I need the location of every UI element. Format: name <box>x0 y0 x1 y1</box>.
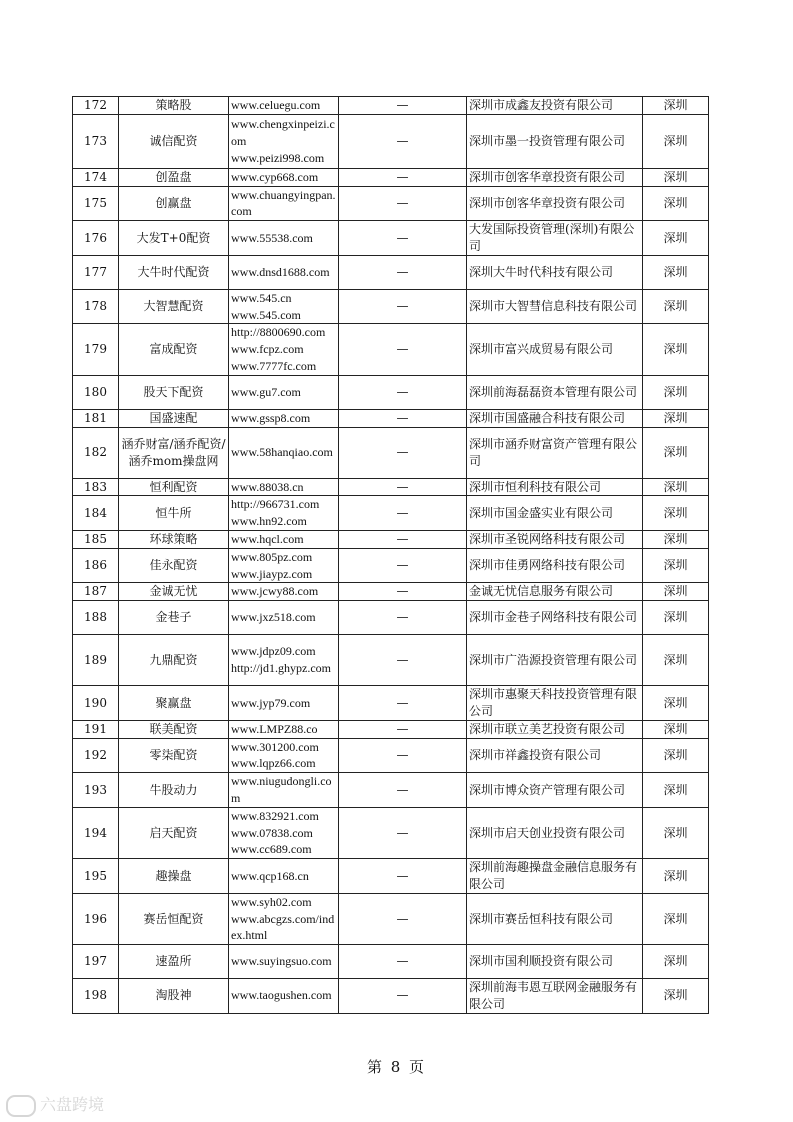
company-name: 深圳市富兴成贸易有限公司 <box>467 324 643 375</box>
platform-name: 九鼎配资 <box>119 635 229 686</box>
table-row <box>73 635 709 686</box>
dash-cell: — <box>339 893 467 944</box>
row-number: 174 <box>73 168 119 186</box>
dash-cell: — <box>339 720 467 738</box>
company-name: 深圳市祥鑫投资有限公司 <box>467 738 643 773</box>
row-number: 180 <box>73 375 119 409</box>
platform-name: 恒利配资 <box>119 478 229 496</box>
table-row <box>73 255 709 289</box>
platform-name: 诚信配资 <box>119 114 229 168</box>
platform-url: www.niugudongli.com <box>229 773 339 808</box>
table-body <box>73 97 709 1014</box>
city-name: 深圳 <box>643 186 709 221</box>
table-row <box>73 97 709 115</box>
dash-cell: — <box>339 979 467 1014</box>
company-name: 深圳市大智彗信息科技有限公司 <box>467 289 643 324</box>
company-name: 深圳市启天创业投资有限公司 <box>467 807 643 858</box>
company-name: 深圳市广浩源投资管理有限公司 <box>467 635 643 686</box>
city-name: 深圳 <box>643 375 709 409</box>
row-number: 176 <box>73 221 119 256</box>
platform-url: www.hqcl.com <box>229 530 339 548</box>
table-row <box>73 409 709 427</box>
dash-cell: — <box>339 945 467 979</box>
platform-url: www.jdpz09.com http://jd1.ghypz.com <box>229 635 339 686</box>
dash-cell: — <box>339 496 467 531</box>
row-number: 195 <box>73 859 119 894</box>
platform-url: www.805pz.com www.jiaypz.com <box>229 548 339 583</box>
dash-cell: — <box>339 409 467 427</box>
platform-url: www.gu7.com <box>229 375 339 409</box>
table-row <box>73 686 709 721</box>
city-name: 深圳 <box>643 530 709 548</box>
table-row <box>73 583 709 601</box>
company-name: 深圳市国利顺投资有限公司 <box>467 945 643 979</box>
platform-name: 富成配资 <box>119 324 229 375</box>
platform-url: http://8800690.com www.fcpz.com www.7777fc.com <box>229 324 339 375</box>
table-row <box>73 807 709 858</box>
dash-cell: — <box>339 738 467 773</box>
platform-name: 淘股神 <box>119 979 229 1014</box>
platform-url: www.celuegu.com <box>229 97 339 115</box>
company-name: 深圳市金巷子网络科技有限公司 <box>467 601 643 635</box>
company-name: 深圳市创客华章投资有限公司 <box>467 168 643 186</box>
dash-cell: — <box>339 255 467 289</box>
table-row <box>73 496 709 531</box>
dash-cell: — <box>339 635 467 686</box>
row-number: 181 <box>73 409 119 427</box>
city-name: 深圳 <box>643 720 709 738</box>
platform-url: www.gssp8.com <box>229 409 339 427</box>
platform-name: 大发T+0配资 <box>119 221 229 256</box>
row-number: 192 <box>73 738 119 773</box>
table-row <box>73 289 709 324</box>
row-number: 196 <box>73 893 119 944</box>
watermark-text: 六盘跨境 <box>40 1095 105 1114</box>
platform-name: 速盈所 <box>119 945 229 979</box>
table-row <box>73 324 709 375</box>
city-name: 深圳 <box>643 773 709 808</box>
company-name: 深圳大牛时代科技有限公司 <box>467 255 643 289</box>
company-name: 深圳市国金盛实业有限公司 <box>467 496 643 531</box>
company-name: 深圳市赛岳恒科技有限公司 <box>467 893 643 944</box>
company-name: 深圳市国盛融合科技有限公司 <box>467 409 643 427</box>
platform-name: 联美配资 <box>119 720 229 738</box>
row-number: 191 <box>73 720 119 738</box>
company-name: 深圳市恒利科技有限公司 <box>467 478 643 496</box>
platform-url: www.jyp79.com <box>229 686 339 721</box>
platform-name: 牛股动力 <box>119 773 229 808</box>
platform-name: 策略股 <box>119 97 229 115</box>
platform-name: 国盛速配 <box>119 409 229 427</box>
city-name: 深圳 <box>643 114 709 168</box>
platform-url: www.LMPZ88.co <box>229 720 339 738</box>
city-name: 深圳 <box>643 427 709 478</box>
platform-name: 创赢盘 <box>119 186 229 221</box>
platform-name: 趣操盘 <box>119 859 229 894</box>
platform-name: 环球策略 <box>119 530 229 548</box>
table-row <box>73 530 709 548</box>
platform-url: www.taogushen.com <box>229 979 339 1014</box>
city-name: 深圳 <box>643 893 709 944</box>
company-name: 深圳前海磊磊资本管理有限公司 <box>467 375 643 409</box>
platform-url: www.dnsd1688.com <box>229 255 339 289</box>
company-name: 深圳前海趣操盘金融信息服务有限公司 <box>467 859 643 894</box>
watermark <box>6 1092 104 1117</box>
platform-url: www.cyp668.com <box>229 168 339 186</box>
row-number: 184 <box>73 496 119 531</box>
company-name: 深圳市佳勇网络科技有限公司 <box>467 548 643 583</box>
row-number: 198 <box>73 979 119 1014</box>
platform-name: 大牛时代配资 <box>119 255 229 289</box>
company-name: 深圳市涵乔财富资产管理有限公司 <box>467 427 643 478</box>
dash-cell: — <box>339 530 467 548</box>
dash-cell: — <box>339 807 467 858</box>
platform-name: 创盈盘 <box>119 168 229 186</box>
dash-cell: — <box>339 324 467 375</box>
row-number: 179 <box>73 324 119 375</box>
dash-cell: — <box>339 427 467 478</box>
company-name: 深圳市圣锐网络科技有限公司 <box>467 530 643 548</box>
city-name: 深圳 <box>643 635 709 686</box>
table-row <box>73 221 709 256</box>
city-name: 深圳 <box>643 601 709 635</box>
city-name: 深圳 <box>643 945 709 979</box>
city-name: 深圳 <box>643 289 709 324</box>
platform-url: www.suyingsuo.com <box>229 945 339 979</box>
dash-cell: — <box>339 478 467 496</box>
platform-name: 佳永配资 <box>119 548 229 583</box>
company-name: 深圳前海韦恩互联网金融服务有限公司 <box>467 979 643 1014</box>
platform-url: www.545.cn www.545.com <box>229 289 339 324</box>
row-number: 177 <box>73 255 119 289</box>
city-name: 深圳 <box>643 979 709 1014</box>
row-number: 172 <box>73 97 119 115</box>
platform-url: www.832921.com www.07838.com www.cc689.com <box>229 807 339 858</box>
row-number: 187 <box>73 583 119 601</box>
company-name: 金诚无忧信息服务有限公司 <box>467 583 643 601</box>
dash-cell: — <box>339 773 467 808</box>
row-number: 188 <box>73 601 119 635</box>
row-number: 175 <box>73 186 119 221</box>
listing-table <box>72 96 709 1014</box>
table-row <box>73 601 709 635</box>
company-name: 深圳市博众资产管理有限公司 <box>467 773 643 808</box>
table-row <box>73 478 709 496</box>
dash-cell: — <box>339 859 467 894</box>
dash-cell: — <box>339 601 467 635</box>
city-name: 深圳 <box>643 548 709 583</box>
platform-url: www.chengxinpeizi.com www.peizi998.com <box>229 114 339 168</box>
city-name: 深圳 <box>643 478 709 496</box>
platform-url: www.58hanqiao.com <box>229 427 339 478</box>
row-number: 183 <box>73 478 119 496</box>
company-name: 大发国际投资管理(深圳)有限公司 <box>467 221 643 256</box>
table-row <box>73 186 709 221</box>
company-name: 深圳市成鑫友投资有限公司 <box>467 97 643 115</box>
row-number: 185 <box>73 530 119 548</box>
city-name: 深圳 <box>643 324 709 375</box>
platform-name: 金巷子 <box>119 601 229 635</box>
table-row <box>73 945 709 979</box>
city-name: 深圳 <box>643 221 709 256</box>
platform-url: www.qcp168.cn <box>229 859 339 894</box>
row-number: 190 <box>73 686 119 721</box>
city-name: 深圳 <box>643 583 709 601</box>
platform-name: 赛岳恒配资 <box>119 893 229 944</box>
dash-cell: — <box>339 168 467 186</box>
row-number: 178 <box>73 289 119 324</box>
row-number: 194 <box>73 807 119 858</box>
platform-name: 涵乔财富/涵乔配资/涵乔mom操盘网 <box>119 427 229 478</box>
row-number: 182 <box>73 427 119 478</box>
table-row <box>73 427 709 478</box>
dash-cell: — <box>339 186 467 221</box>
platform-url: www.syh02.com www.abcgzs.com/index.html <box>229 893 339 944</box>
company-name: 深圳市创客华章投资有限公司 <box>467 186 643 221</box>
platform-name: 恒牛所 <box>119 496 229 531</box>
dash-cell: — <box>339 221 467 256</box>
table-row <box>73 114 709 168</box>
table-row <box>73 720 709 738</box>
city-name: 深圳 <box>643 168 709 186</box>
row-number: 186 <box>73 548 119 583</box>
platform-url: www.jxz518.com <box>229 601 339 635</box>
platform-name: 大智慧配资 <box>119 289 229 324</box>
city-name: 深圳 <box>643 738 709 773</box>
table-row <box>73 773 709 808</box>
table-row <box>73 375 709 409</box>
city-name: 深圳 <box>643 409 709 427</box>
company-name: 深圳市墨一投资管理有限公司 <box>467 114 643 168</box>
platform-name: 股天下配资 <box>119 375 229 409</box>
dash-cell: — <box>339 289 467 324</box>
city-name: 深圳 <box>643 807 709 858</box>
city-name: 深圳 <box>643 97 709 115</box>
row-number: 193 <box>73 773 119 808</box>
platform-name: 金诚无忧 <box>119 583 229 601</box>
table-row <box>73 859 709 894</box>
city-name: 深圳 <box>643 859 709 894</box>
page-number: 第 8 页 <box>366 1058 427 1076</box>
platform-url: www.jcwy88.com <box>229 583 339 601</box>
city-name: 深圳 <box>643 255 709 289</box>
city-name: 深圳 <box>643 686 709 721</box>
platform-url: www.88038.cn <box>229 478 339 496</box>
watermark-logo-icon <box>6 1095 36 1117</box>
platform-name: 聚赢盘 <box>119 686 229 721</box>
dash-cell: — <box>339 114 467 168</box>
dash-cell: — <box>339 97 467 115</box>
platform-url: http://966731.com www.hn92.com <box>229 496 339 531</box>
table-row <box>73 738 709 773</box>
platform-url: www.55538.com <box>229 221 339 256</box>
table-row <box>73 548 709 583</box>
dash-cell: — <box>339 375 467 409</box>
platform-name: 零柒配资 <box>119 738 229 773</box>
table-row <box>73 168 709 186</box>
platform-name: 启天配资 <box>119 807 229 858</box>
dash-cell: — <box>339 583 467 601</box>
dash-cell: — <box>339 686 467 721</box>
table-row <box>73 893 709 944</box>
row-number: 173 <box>73 114 119 168</box>
company-name: 深圳市惠聚天科技投资管理有限公司 <box>467 686 643 721</box>
platform-url: www.301200.com www.lqpz66.com <box>229 738 339 773</box>
city-name: 深圳 <box>643 496 709 531</box>
company-name: 深圳市联立美艺投资有限公司 <box>467 720 643 738</box>
table-row <box>73 979 709 1014</box>
row-number: 197 <box>73 945 119 979</box>
row-number: 189 <box>73 635 119 686</box>
platform-url: www.chuangyingpan.com <box>229 186 339 221</box>
dash-cell: — <box>339 548 467 583</box>
